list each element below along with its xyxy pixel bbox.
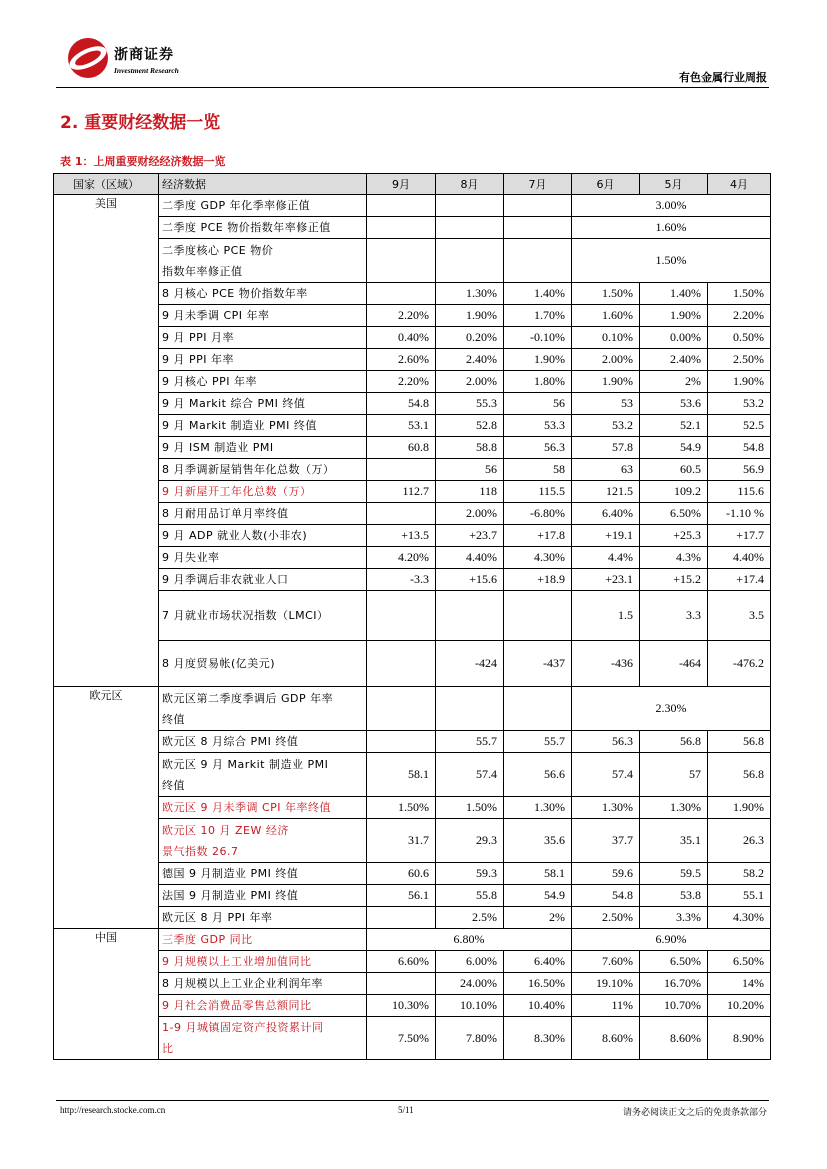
- value-cell: 16.50%: [504, 973, 572, 995]
- value-cell: 2.00%: [436, 503, 504, 525]
- value-cell: 2.30%: [572, 687, 771, 731]
- value-cell: 2.40%: [640, 349, 708, 371]
- value-cell: [436, 217, 504, 239]
- table-row: [54, 525, 771, 547]
- value-cell: 55.8: [436, 885, 504, 907]
- indicator-name: 三季度 GDP 同比: [159, 929, 367, 951]
- value-cell: 53: [572, 393, 640, 415]
- indicator-name: 8 月核心 PCE 物价指数年率: [159, 283, 367, 305]
- value-cell: 53.3: [504, 415, 572, 437]
- value-cell: 1.30%: [572, 797, 640, 819]
- value-cell: 3.3%: [640, 907, 708, 929]
- table-row: [54, 753, 771, 797]
- table-row: [54, 283, 771, 305]
- value-cell: 10.20%: [708, 995, 771, 1017]
- value-cell: 0.50%: [708, 327, 771, 349]
- column-header: 4月: [708, 174, 771, 195]
- value-cell: 121.5: [572, 481, 640, 503]
- value-cell: 1.40%: [504, 283, 572, 305]
- value-cell: [367, 731, 436, 753]
- indicator-name: 德国 9 月制造业 PMI 终值: [159, 863, 367, 885]
- indicator-name: 9 月 Markit 综合 PMI 终值: [159, 393, 367, 415]
- value-cell: 8.60%: [640, 1017, 708, 1060]
- table-row: [54, 503, 771, 525]
- table-row: [54, 437, 771, 459]
- value-cell: +13.5: [367, 525, 436, 547]
- indicator-name: 8 月度贸易帐(亿美元): [159, 641, 367, 687]
- value-cell: 54.8: [367, 393, 436, 415]
- header-divider: [56, 87, 769, 88]
- value-cell: 6.50%: [708, 951, 771, 973]
- value-cell: 112.7: [367, 481, 436, 503]
- value-cell: 56.9: [708, 459, 771, 481]
- value-cell: [504, 239, 572, 283]
- value-cell: 1.50%: [572, 239, 771, 283]
- value-cell: 4.20%: [367, 547, 436, 569]
- value-cell: 52.8: [436, 415, 504, 437]
- indicator-name: 8 月季调新屋销售年化总数（万）: [159, 459, 367, 481]
- value-cell: 4.40%: [708, 547, 771, 569]
- table-row: [54, 863, 771, 885]
- value-cell: 56.8: [708, 731, 771, 753]
- value-cell: 31.7: [367, 819, 436, 863]
- country-cell: 美国: [54, 195, 159, 687]
- value-cell: 4.30%: [708, 907, 771, 929]
- table-row: [54, 393, 771, 415]
- value-cell: 59.5: [640, 863, 708, 885]
- value-cell: 56.8: [640, 731, 708, 753]
- indicator-name: 9 月 Markit 制造业 PMI 终值: [159, 415, 367, 437]
- value-cell: 1.90%: [572, 371, 640, 393]
- table-row: [54, 995, 771, 1017]
- value-cell: 6.60%: [367, 951, 436, 973]
- value-cell: 1.60%: [572, 217, 771, 239]
- value-cell: 1.90%: [708, 797, 771, 819]
- value-cell: [504, 591, 572, 641]
- value-cell: 0.10%: [572, 327, 640, 349]
- value-cell: 35.6: [504, 819, 572, 863]
- table-row: [54, 305, 771, 327]
- value-cell: 1.40%: [640, 283, 708, 305]
- table-row: [54, 217, 771, 239]
- country-cell: 欧元区: [54, 687, 159, 929]
- value-cell: [436, 591, 504, 641]
- value-cell: 2.60%: [367, 349, 436, 371]
- value-cell: 56.1: [367, 885, 436, 907]
- value-cell: 6.40%: [504, 951, 572, 973]
- value-cell: 10.30%: [367, 995, 436, 1017]
- value-cell: 3.5: [708, 591, 771, 641]
- value-cell: +15.6: [436, 569, 504, 591]
- value-cell: -464: [640, 641, 708, 687]
- table-row: [54, 687, 771, 731]
- value-cell: -3.3: [367, 569, 436, 591]
- value-cell: 8.90%: [708, 1017, 771, 1060]
- value-cell: [504, 217, 572, 239]
- table-row: [54, 973, 771, 995]
- value-cell: 109.2: [640, 481, 708, 503]
- section-title: 2. 重要财经数据一览: [60, 113, 221, 133]
- value-cell: [367, 973, 436, 995]
- value-cell: 16.70%: [640, 973, 708, 995]
- column-header: 5月: [640, 174, 708, 195]
- value-cell: 24.00%: [436, 973, 504, 995]
- value-cell: 1.80%: [504, 371, 572, 393]
- value-cell: 55.3: [436, 393, 504, 415]
- value-cell: 56: [436, 459, 504, 481]
- value-cell: [367, 503, 436, 525]
- value-cell: 2.20%: [367, 305, 436, 327]
- table-row: [54, 569, 771, 591]
- value-cell: 10.70%: [640, 995, 708, 1017]
- value-cell: [367, 459, 436, 481]
- brand-name: 浙商证券: [114, 47, 174, 63]
- value-cell: 10.40%: [504, 995, 572, 1017]
- table-row: [54, 195, 771, 217]
- value-cell: +18.9: [504, 569, 572, 591]
- value-cell: 1.50%: [708, 283, 771, 305]
- value-cell: +17.8: [504, 525, 572, 547]
- value-cell: 58.8: [436, 437, 504, 459]
- country-cell: 中国: [54, 929, 159, 1060]
- value-cell: 2.5%: [436, 907, 504, 929]
- column-header: 6月: [572, 174, 640, 195]
- indicator-name: 7 月就业市场状况指数（LMCI）: [159, 591, 367, 641]
- value-cell: +17.4: [708, 569, 771, 591]
- value-cell: +17.7: [708, 525, 771, 547]
- value-cell: [504, 195, 572, 217]
- value-cell: 52.1: [640, 415, 708, 437]
- value-cell: 2.50%: [572, 907, 640, 929]
- table-row: [54, 547, 771, 569]
- value-cell: [367, 217, 436, 239]
- value-cell: 54.9: [504, 885, 572, 907]
- value-cell: 8.30%: [504, 1017, 572, 1060]
- value-cell: 6.90%: [572, 929, 771, 951]
- value-cell: 60.5: [640, 459, 708, 481]
- value-cell: [367, 687, 436, 731]
- page-number: 5/11: [398, 1105, 414, 1115]
- value-cell: +19.1: [572, 525, 640, 547]
- table-row: [54, 415, 771, 437]
- value-cell: 54.8: [708, 437, 771, 459]
- value-cell: 2%: [640, 371, 708, 393]
- indicator-name: 欧元区 9 月 Markit 制造业 PMI 终值: [159, 753, 367, 797]
- value-cell: 1.5: [572, 591, 640, 641]
- indicator-name: 8 月规模以上工业企业利润年率: [159, 973, 367, 995]
- value-cell: 7.50%: [367, 1017, 436, 1060]
- value-cell: 57.4: [436, 753, 504, 797]
- column-header: 8月: [436, 174, 504, 195]
- table-row: [54, 951, 771, 973]
- value-cell: 1.50%: [436, 797, 504, 819]
- value-cell: 10.10%: [436, 995, 504, 1017]
- value-cell: [367, 907, 436, 929]
- value-cell: 55.7: [436, 731, 504, 753]
- value-cell: 14%: [708, 973, 771, 995]
- value-cell: 58: [504, 459, 572, 481]
- column-header: 7月: [504, 174, 572, 195]
- indicator-name: 9 月规模以上工业增加值同比: [159, 951, 367, 973]
- indicator-name: 9 月失业率: [159, 547, 367, 569]
- company-logo-icon: [66, 36, 110, 80]
- value-cell: 0.40%: [367, 327, 436, 349]
- value-cell: 56: [504, 393, 572, 415]
- value-cell: 4.3%: [640, 547, 708, 569]
- table-row: [54, 885, 771, 907]
- indicator-name: 9 月 ADP 就业人数(小非农): [159, 525, 367, 547]
- value-cell: 1.30%: [504, 797, 572, 819]
- value-cell: [367, 591, 436, 641]
- value-cell: 1.70%: [504, 305, 572, 327]
- table-header-row: [54, 174, 771, 195]
- value-cell: 7.80%: [436, 1017, 504, 1060]
- indicator-name: 二季度核心 PCE 物价 指数年率修正值: [159, 239, 367, 283]
- indicator-name: 9 月 PPI 年率: [159, 349, 367, 371]
- value-cell: 2%: [504, 907, 572, 929]
- value-cell: 115.6: [708, 481, 771, 503]
- value-cell: 4.30%: [504, 547, 572, 569]
- value-cell: [504, 687, 572, 731]
- value-cell: -424: [436, 641, 504, 687]
- value-cell: 60.8: [367, 437, 436, 459]
- value-cell: 6.80%: [367, 929, 572, 951]
- value-cell: [436, 239, 504, 283]
- brand-subtitle: Investment Research: [114, 66, 179, 75]
- value-cell: [367, 195, 436, 217]
- value-cell: 1.90%: [504, 349, 572, 371]
- value-cell: 2.20%: [367, 371, 436, 393]
- table-row: [54, 907, 771, 929]
- value-cell: [367, 283, 436, 305]
- value-cell: 2.40%: [436, 349, 504, 371]
- economic-data-table: [53, 173, 771, 1060]
- value-cell: 37.7: [572, 819, 640, 863]
- table-row: [54, 327, 771, 349]
- value-cell: 53.1: [367, 415, 436, 437]
- value-cell: +23.7: [436, 525, 504, 547]
- value-cell: [436, 195, 504, 217]
- table-title: 表 1：上周重要财经经济数据一览: [60, 155, 226, 168]
- value-cell: [436, 687, 504, 731]
- value-cell: 3.3: [640, 591, 708, 641]
- indicator-name: 9 月 ISM 制造业 PMI: [159, 437, 367, 459]
- value-cell: 1.90%: [708, 371, 771, 393]
- value-cell: 60.6: [367, 863, 436, 885]
- value-cell: 56.6: [504, 753, 572, 797]
- table-row: [54, 459, 771, 481]
- value-cell: +25.3: [640, 525, 708, 547]
- value-cell: -437: [504, 641, 572, 687]
- value-cell: 58.1: [504, 863, 572, 885]
- table-row: [54, 1017, 771, 1060]
- value-cell: 4.40%: [436, 547, 504, 569]
- value-cell: 1.50%: [572, 283, 640, 305]
- footer-disclaimer: 请务必阅读正文之后的免责条款部分: [622, 1108, 767, 1118]
- indicator-name: 1-9 月城镇固定资产投资累计同 比: [159, 1017, 367, 1060]
- value-cell: 55.1: [708, 885, 771, 907]
- value-cell: 59.3: [436, 863, 504, 885]
- value-cell: 1.30%: [436, 283, 504, 305]
- table-row: [54, 731, 771, 753]
- indicator-name: 8 月耐用品订单月率终值: [159, 503, 367, 525]
- value-cell: -476.2: [708, 641, 771, 687]
- indicator-name: 二季度 GDP 年化季率修正值: [159, 195, 367, 217]
- indicator-name: 9 月核心 PPI 年率: [159, 371, 367, 393]
- value-cell: 56.3: [572, 731, 640, 753]
- table-row: [54, 371, 771, 393]
- value-cell: 29.3: [436, 819, 504, 863]
- value-cell: 54.8: [572, 885, 640, 907]
- footer-url[interactable]: http://research.stocke.com.cn: [60, 1105, 166, 1115]
- value-cell: 55.7: [504, 731, 572, 753]
- value-cell: [367, 641, 436, 687]
- value-cell: 56.3: [504, 437, 572, 459]
- value-cell: 6.50%: [640, 503, 708, 525]
- value-cell: -436: [572, 641, 640, 687]
- value-cell: 0.20%: [436, 327, 504, 349]
- value-cell: 57: [640, 753, 708, 797]
- value-cell: 19.10%: [572, 973, 640, 995]
- indicator-name: 9 月新屋开工年化总数（万）: [159, 481, 367, 503]
- value-cell: 118: [436, 481, 504, 503]
- value-cell: 53.6: [640, 393, 708, 415]
- value-cell: 56.8: [708, 753, 771, 797]
- value-cell: +15.2: [640, 569, 708, 591]
- value-cell: 57.8: [572, 437, 640, 459]
- value-cell: +23.1: [572, 569, 640, 591]
- value-cell: 1.30%: [640, 797, 708, 819]
- footer-divider: [56, 1100, 769, 1101]
- value-cell: 52.5: [708, 415, 771, 437]
- value-cell: 2.50%: [708, 349, 771, 371]
- value-cell: 2.00%: [572, 349, 640, 371]
- indicator-name: 9 月未季调 CPI 年率: [159, 305, 367, 327]
- table-row: [54, 239, 771, 283]
- indicator-name: 9 月社会消费品零售总额同比: [159, 995, 367, 1017]
- value-cell: -6.80%: [504, 503, 572, 525]
- value-cell: 53.2: [708, 393, 771, 415]
- indicator-name: 欧元区 8 月综合 PMI 终值: [159, 731, 367, 753]
- indicator-name: 欧元区 9 月未季调 CPI 年率终值: [159, 797, 367, 819]
- indicator-name: 二季度 PCE 物价指数年率修正值: [159, 217, 367, 239]
- value-cell: 2.00%: [436, 371, 504, 393]
- value-cell: -0.10%: [504, 327, 572, 349]
- indicator-name: 9 月季调后非农就业人口: [159, 569, 367, 591]
- value-cell: 26.3: [708, 819, 771, 863]
- value-cell: 8.60%: [572, 1017, 640, 1060]
- value-cell: 53.2: [572, 415, 640, 437]
- table-row: [54, 641, 771, 687]
- value-cell: 4.4%: [572, 547, 640, 569]
- value-cell: 58.2: [708, 863, 771, 885]
- table-row: [54, 819, 771, 863]
- table-row: [54, 929, 771, 951]
- value-cell: [367, 239, 436, 283]
- table-row: [54, 481, 771, 503]
- column-header: 国家（区域）: [54, 174, 159, 195]
- value-cell: 35.1: [640, 819, 708, 863]
- column-header: 经济数据: [159, 174, 367, 195]
- value-cell: 115.5: [504, 481, 572, 503]
- value-cell: -1.10 %: [708, 503, 771, 525]
- value-cell: 54.9: [640, 437, 708, 459]
- value-cell: 59.6: [572, 863, 640, 885]
- value-cell: 7.60%: [572, 951, 640, 973]
- indicator-name: 法国 9 月制造业 PMI 终值: [159, 885, 367, 907]
- value-cell: 58.1: [367, 753, 436, 797]
- table-row: [54, 349, 771, 371]
- value-cell: 11%: [572, 995, 640, 1017]
- value-cell: 6.00%: [436, 951, 504, 973]
- indicator-name: 欧元区第二季度季调后 GDP 年率 终值: [159, 687, 367, 731]
- value-cell: 1.90%: [640, 305, 708, 327]
- value-cell: 53.8: [640, 885, 708, 907]
- value-cell: 1.60%: [572, 305, 640, 327]
- indicator-name: 欧元区 8 月 PPI 年率: [159, 907, 367, 929]
- value-cell: 6.50%: [640, 951, 708, 973]
- value-cell: 57.4: [572, 753, 640, 797]
- table-row: [54, 797, 771, 819]
- indicator-name: 9 月 PPI 月率: [159, 327, 367, 349]
- value-cell: 63: [572, 459, 640, 481]
- value-cell: 1.50%: [367, 797, 436, 819]
- column-header: 9月: [367, 174, 436, 195]
- value-cell: 1.90%: [436, 305, 504, 327]
- report-type: 有色金属行业周报: [679, 71, 767, 84]
- table-row: [54, 591, 771, 641]
- value-cell: 3.00%: [572, 195, 771, 217]
- value-cell: 2.20%: [708, 305, 771, 327]
- value-cell: 6.40%: [572, 503, 640, 525]
- indicator-name: 欧元区 10 月 ZEW 经济 景气指数 26.7: [159, 819, 367, 863]
- value-cell: 0.00%: [640, 327, 708, 349]
